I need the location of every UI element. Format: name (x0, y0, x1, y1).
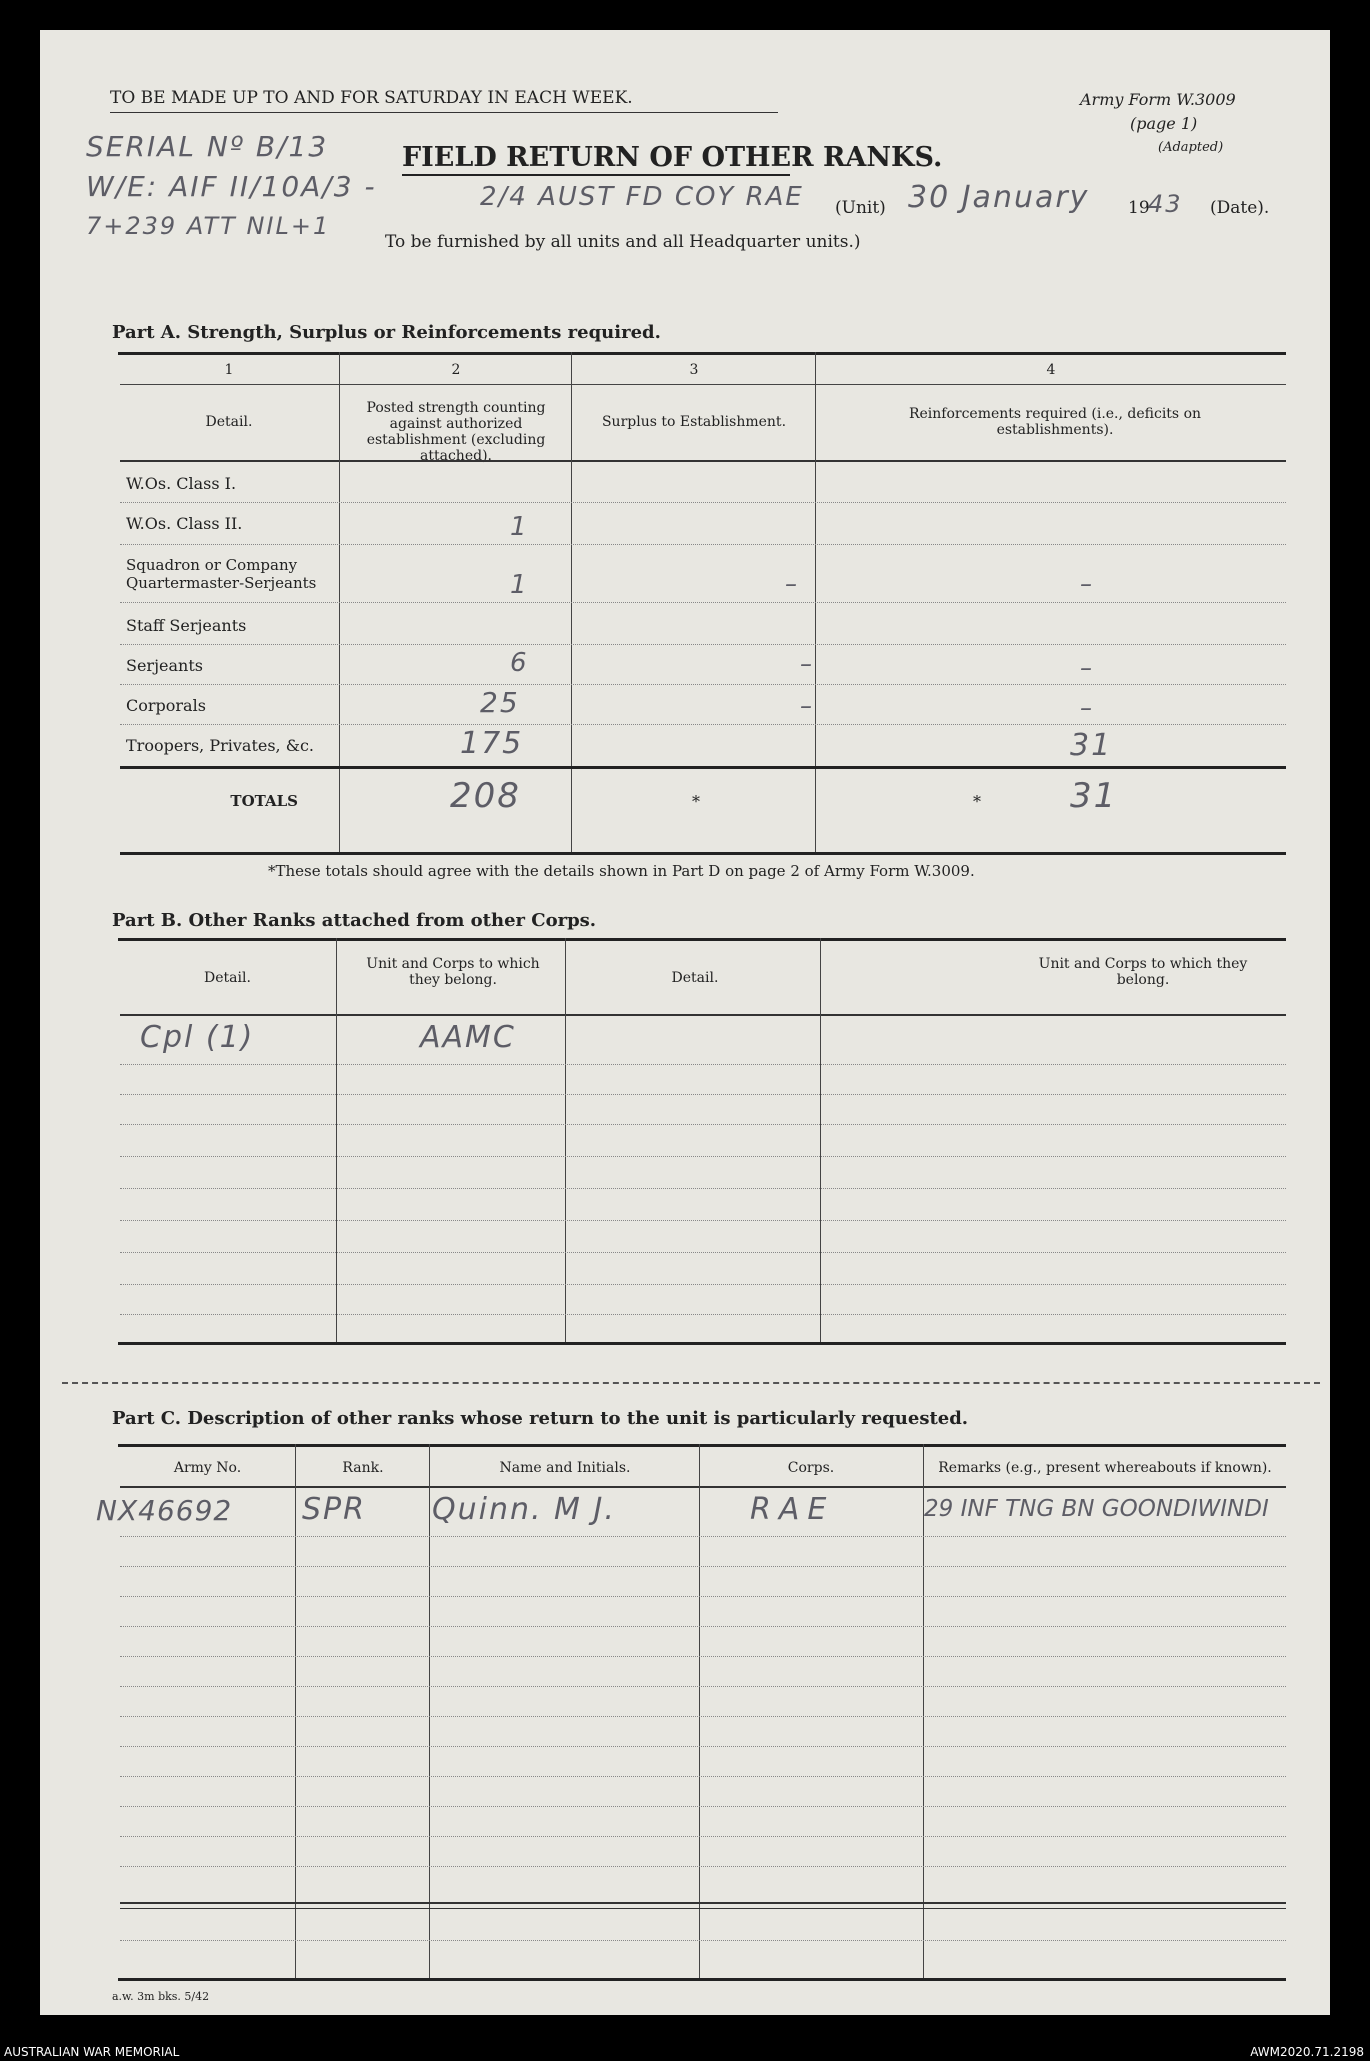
unit-label: (Unit) (835, 198, 886, 218)
col-1-number: 1 (224, 362, 234, 378)
page-number: (page 1) (1130, 114, 1198, 133)
totals-reinf: 31 (1070, 776, 1118, 816)
row-posted: 25 (480, 686, 520, 719)
part-c-remarks-header: Remarks (e.g., present whereabouts if known). (938, 1460, 1272, 1476)
part-b-row-rule (120, 1156, 1286, 1157)
col-detail-header: Detail. (205, 414, 253, 430)
row-rule (120, 602, 1286, 603)
part-c-top-rule (118, 1444, 1286, 1447)
part-c-row-rule (120, 1836, 1286, 1837)
row-rule (120, 544, 1286, 545)
handwritten-we: W/E: AIF II/10A/3 - (86, 170, 377, 203)
totals-surplus-star: * (692, 792, 700, 811)
part-c-row-rule (120, 1940, 1286, 1941)
row-posted: 175 (460, 726, 524, 761)
part-c-row-rule (120, 1686, 1286, 1687)
totals-reinf-star: * (973, 792, 981, 811)
row-posted: 6 (510, 648, 529, 678)
part-b-entry-detail: Cpl (1) (140, 1020, 255, 1055)
part-b-detail-header: Detail. (204, 970, 251, 986)
totals-note: *These totals should agree with the details shown in Part D on page 2 of Army Form W.3009. (268, 862, 975, 880)
part-c-row-rule (120, 1536, 1286, 1537)
col-posted-header: Posted strength counting against authorized establishment (excluding attached). (366, 400, 546, 464)
row-posted: 1 (510, 570, 529, 600)
row-rule (120, 724, 1286, 725)
part-b-unit2-header: Unit and Corps to which they belong. (1038, 956, 1248, 988)
row-detail: W.Os. Class I. (126, 474, 237, 493)
row-rule (120, 684, 1286, 685)
row-reinf: – (1080, 694, 1094, 722)
part-c-row-rule (120, 1626, 1286, 1627)
weekly-instruction: TO BE MADE UP TO AND FOR SATURDAY IN EACH WEEK. (110, 88, 633, 108)
part-b-detail2-header: Detail. (671, 970, 719, 986)
part-b-title: Part B. Other Ranks attached from other Corps. (112, 910, 597, 931)
col-reinf-header: Reinforcements required (i.e., deficits on establishments). (908, 406, 1202, 438)
tear-line (62, 1382, 1320, 1384)
part-c-row-rule (120, 1566, 1286, 1567)
title-underline (402, 174, 790, 176)
header-bottom-rule (120, 460, 1286, 462)
part-b-entry-unit: AAMC (420, 1020, 516, 1055)
part-b-row-rule (120, 1252, 1286, 1253)
adapted-note: (Adapted) (1158, 140, 1224, 155)
part-b-vline-1 (336, 938, 337, 1342)
part-c-bottom-rule (118, 1978, 1286, 1981)
part-c-lower-rule (120, 1902, 1286, 1904)
form-title: FIELD RETURN OF OTHER RANKS. (402, 142, 943, 173)
col-surplus-header: Surplus to Establishment. (601, 414, 787, 430)
part-b-row-rule (120, 1284, 1286, 1285)
row-reinf: – (1080, 570, 1094, 598)
part-b-top-rule (118, 938, 1286, 941)
part-c-row-rule (120, 1716, 1286, 1717)
part-b-row-rule (120, 1314, 1286, 1315)
row-detail: W.Os. Class II. (126, 514, 243, 533)
row-surplus: – (785, 570, 799, 598)
row-surplus: – (800, 692, 814, 720)
col-2-number: 2 (451, 362, 461, 378)
print-code: a.w. 3m bks. 5/42 (112, 1990, 210, 2003)
part-c-corps-header: Corps. (787, 1460, 835, 1476)
handwritten-unit: 2/4 AUST FD COY RAE (480, 182, 804, 212)
part-b-row-rule (120, 1124, 1286, 1125)
part-c-army-no: NX46692 (96, 1494, 233, 1527)
part-c-vline-3 (699, 1444, 700, 1978)
part-c-rank: SPR (302, 1492, 366, 1527)
row-detail: Staff Serjeants (126, 616, 247, 635)
part-b-row-rule (120, 1188, 1286, 1189)
part-b-row-rule (120, 1094, 1286, 1095)
part-b-vline-2 (565, 938, 566, 1342)
part-c-lower-rule-2 (120, 1908, 1286, 1909)
part-a-title: Part A. Strength, Surplus or Reinforcements required. (112, 322, 661, 343)
part-c-row-rule (120, 1656, 1286, 1657)
col-3-number: 3 (689, 362, 699, 378)
part-b-vline-3 (820, 938, 821, 1342)
part-c-vline-4 (923, 1444, 924, 1978)
part-b-bottom-rule (118, 1342, 1286, 1345)
row-detail: Troopers, Privates, &c. (126, 736, 315, 755)
totals-posted: 208 (450, 776, 521, 816)
row-surplus: – (800, 650, 814, 678)
part-b-row-rule (120, 1064, 1286, 1065)
part-c-rank-header: Rank. (342, 1460, 384, 1476)
date-label: (Date). (1210, 198, 1270, 218)
row-detail: Squadron or Company Quartermaster-Serjeants (126, 556, 317, 592)
form-page (40, 30, 1330, 2015)
handwritten-year: 43 (1148, 190, 1183, 218)
row-rule (120, 644, 1286, 645)
part-c-name-header: Name and Initials. (499, 1460, 631, 1476)
part-c-name: Quinn. M J. (432, 1492, 616, 1527)
part-a-top-rule (118, 352, 1286, 355)
footer-institution: AUSTRALIAN WAR MEMORIAL (4, 2045, 180, 2059)
row-detail: Corporals (126, 696, 206, 715)
part-c-row-rule (120, 1776, 1286, 1777)
form-number: Army Form W.3009 (1080, 90, 1236, 109)
year-prefix: 19 (1128, 198, 1150, 218)
row-rule (120, 502, 1286, 503)
row-detail: Serjeants (126, 656, 203, 675)
handwritten-date: 30 January (908, 180, 1090, 215)
col-4-number: 4 (1046, 362, 1056, 378)
part-c-row-rule (120, 1806, 1286, 1807)
part-c-title: Part C. Description of other ranks whose return to the unit is particularly requested. (112, 1408, 969, 1429)
part-c-army-no-header: Army No. (173, 1460, 242, 1476)
row-posted: 1 (510, 512, 529, 542)
handwritten-counts: 7+239 ATT NIL+1 (86, 212, 331, 240)
totals-top-rule (120, 766, 1286, 769)
part-c-row-rule (120, 1746, 1286, 1747)
instruction-underline (110, 112, 778, 113)
footer-accession: AWM2020.71.2198 (1250, 2045, 1364, 2059)
number-row-rule (120, 384, 1286, 385)
part-b-unit-header: Unit and Corps to which they belong. (366, 956, 540, 988)
part-c-row-rule (120, 1596, 1286, 1597)
part-c-vline-2 (429, 1444, 430, 1978)
part-b-header-rule (120, 1014, 1286, 1016)
part-c-row-rule (120, 1866, 1286, 1867)
row-reinf: 31 (1070, 728, 1113, 763)
form-subtitle: To be furnished by all units and all Headquarter units.) (385, 232, 861, 252)
part-c-remarks: 29 INF TNG BN GOONDIWINDI (924, 1496, 1269, 1522)
totals-bottom-rule (120, 852, 1286, 855)
handwritten-serial: SERIAL Nº B/13 (86, 130, 329, 163)
part-c-corps: RAE (750, 1492, 835, 1527)
part-c-vline-1 (295, 1444, 296, 1978)
part-b-row-rule (120, 1220, 1286, 1221)
row-reinf: – (1080, 654, 1094, 682)
totals-label: TOTALS (230, 792, 298, 810)
